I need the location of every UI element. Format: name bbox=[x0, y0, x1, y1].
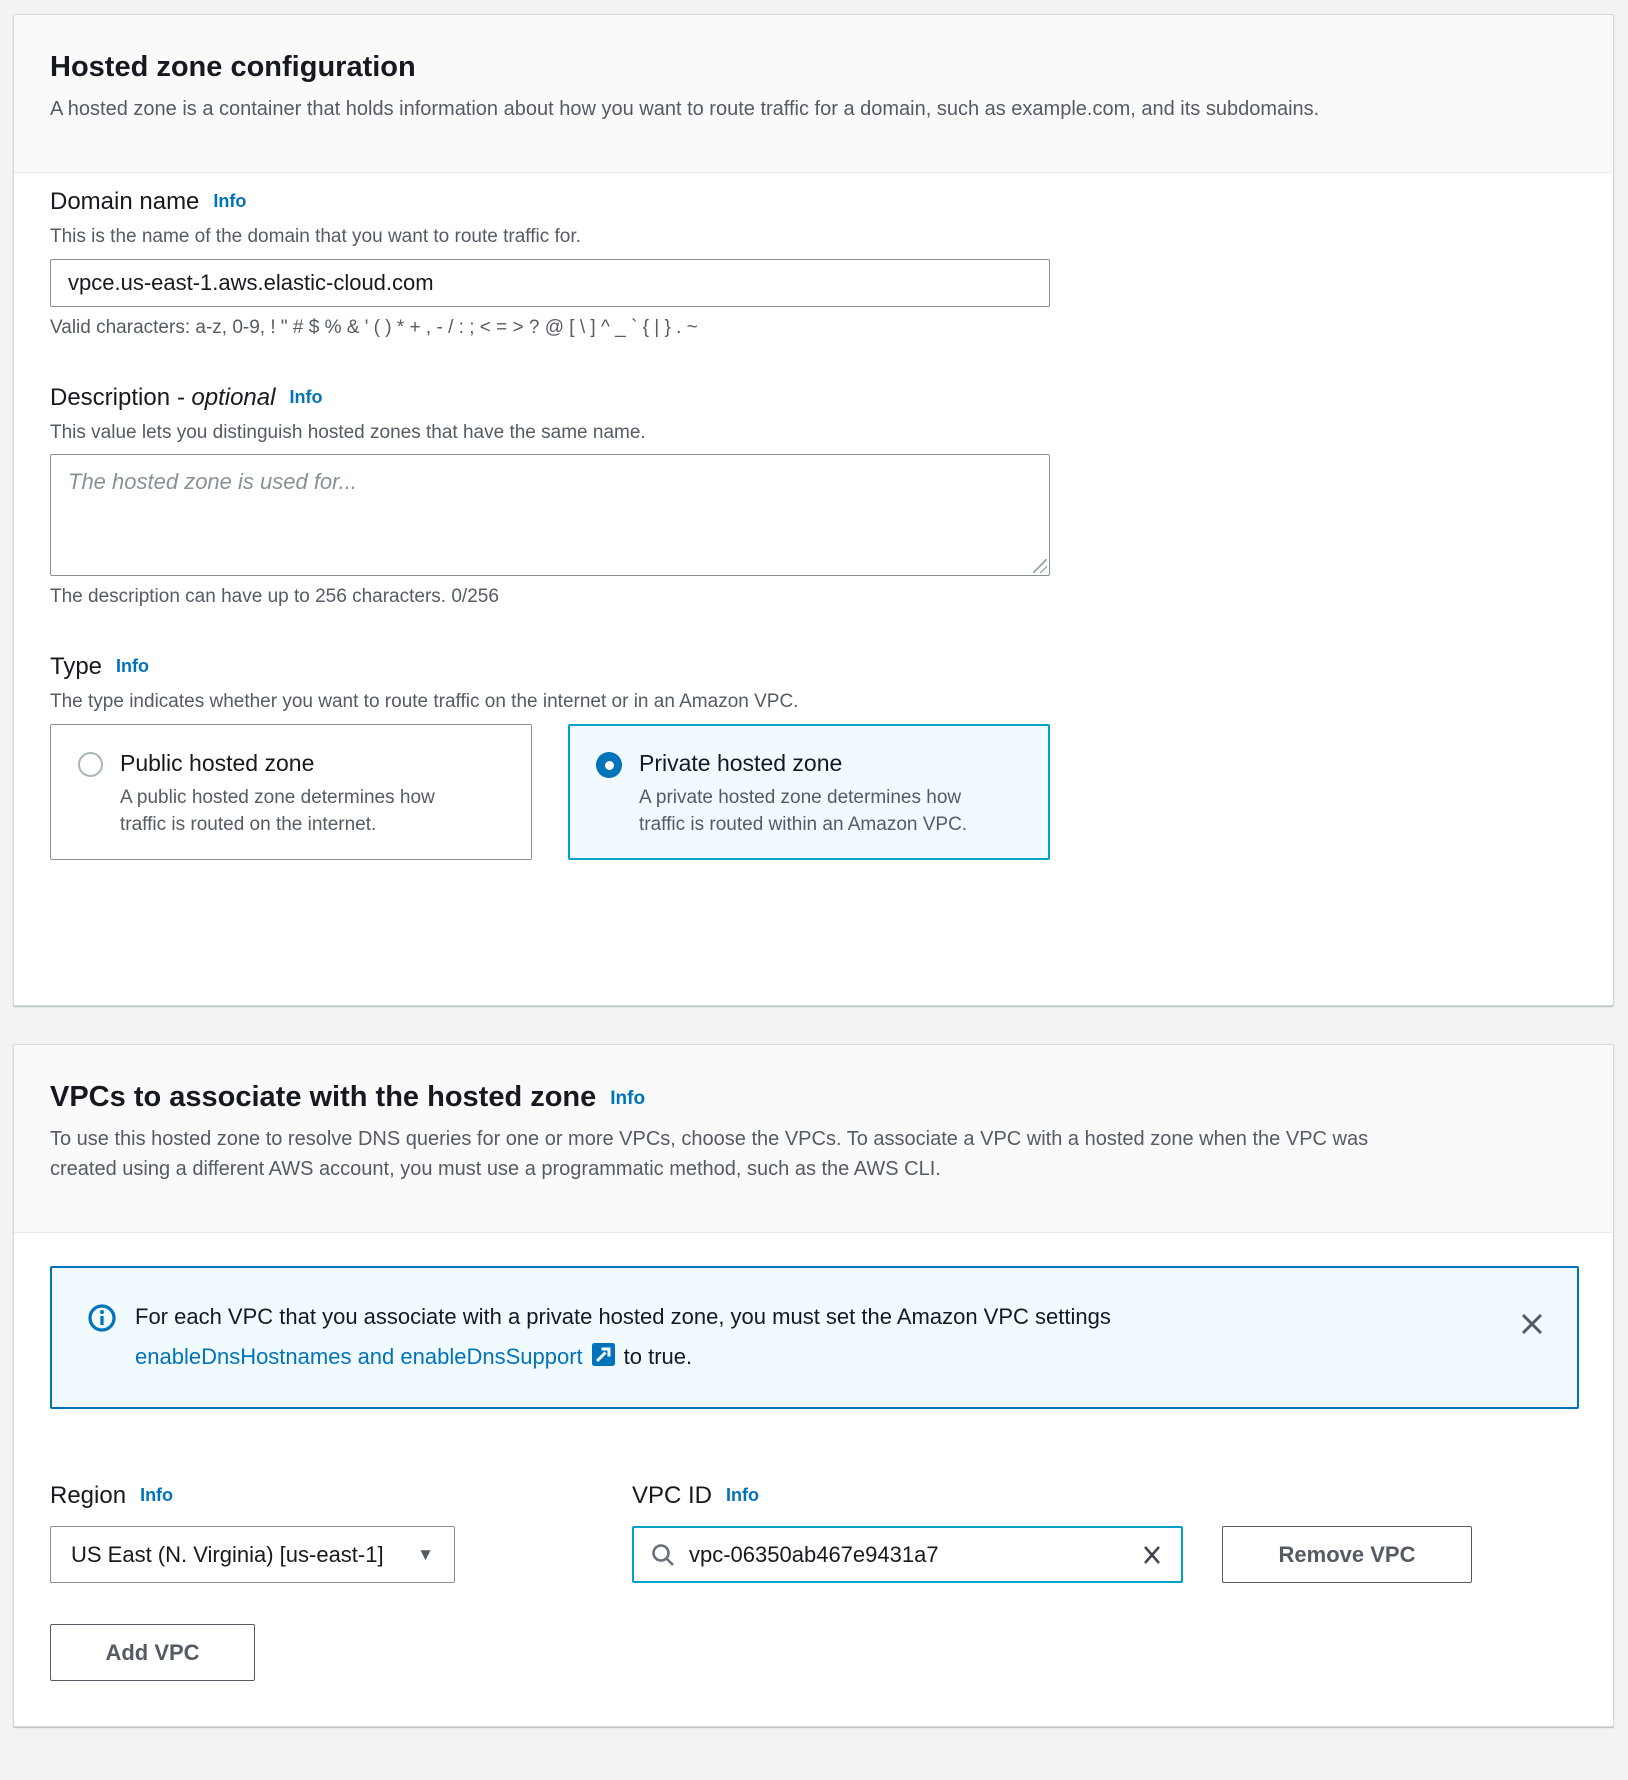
vpc-id-search-box bbox=[632, 1526, 1183, 1583]
type-label: Type bbox=[50, 653, 103, 680]
clear-x-icon bbox=[1139, 1542, 1165, 1568]
vpc-card-header bbox=[14, 1045, 1613, 1233]
private-hosted-zone-radio-icon[interactable] bbox=[596, 752, 622, 778]
type-info-link[interactable]: Info bbox=[116, 656, 150, 676]
clear-vpc-id-button[interactable] bbox=[1139, 1542, 1165, 1568]
type-field bbox=[50, 651, 1577, 860]
hosted-zone-card-title: Hosted zone configuration bbox=[50, 51, 416, 83]
info-circle-icon bbox=[88, 1304, 116, 1332]
vpc-id-field bbox=[632, 1481, 1183, 1583]
hosted-zone-card-body bbox=[14, 173, 1613, 1005]
enable-dns-link[interactable]: enableDnsHostnames and enableDnsSupport bbox=[135, 1344, 583, 1369]
vpc-id-info-link[interactable]: Info bbox=[726, 1485, 760, 1505]
description-label: Description - optional bbox=[50, 384, 276, 411]
remove-vpc-button[interactable]: Remove VPC bbox=[1222, 1526, 1472, 1583]
vpc-association-row bbox=[50, 1481, 1577, 1583]
region-info-link[interactable]: Info bbox=[140, 1485, 174, 1505]
region-select[interactable] bbox=[50, 1526, 455, 1583]
public-hosted-zone-option[interactable] bbox=[50, 724, 532, 860]
vpc-id-input[interactable] bbox=[689, 1542, 1139, 1568]
external-link-icon bbox=[591, 1342, 616, 1367]
description-info-link[interactable]: Info bbox=[289, 387, 323, 407]
private-hosted-zone-description: A private hosted zone determines how traffic is routed within an Amazon VPC. bbox=[639, 787, 968, 835]
domain-name-constraint: Valid characters: a-z, 0-9, ! " # $ % & ' ( ) * + , - / : ; < = > ? @ [ \ ] ^ _ ` { | } . ~ bbox=[50, 317, 698, 338]
search-icon bbox=[650, 1542, 676, 1568]
domain-name-help: This is the name of the domain that you want to route traffic for. bbox=[50, 226, 581, 247]
region-select-value: US East (N. Virginia) [us-east-1] bbox=[71, 1541, 384, 1567]
private-hosted-zone-label: Private hosted zone bbox=[639, 750, 843, 776]
domain-name-label: Domain name bbox=[50, 188, 200, 215]
public-hosted-zone-radio-icon[interactable] bbox=[78, 752, 103, 777]
vpc-card-info-link[interactable]: Info bbox=[610, 1088, 646, 1109]
description-help: This value lets you distinguish hosted zones that have the same name. bbox=[50, 422, 646, 443]
domain-name-info-link[interactable]: Info bbox=[213, 191, 247, 211]
description-optional-suffix: - optional bbox=[176, 384, 276, 411]
hosted-zone-configuration-card bbox=[13, 14, 1614, 1006]
alert-close-button[interactable] bbox=[1517, 1309, 1547, 1339]
vpc-card-body bbox=[14, 1233, 1613, 1726]
region-label: Region bbox=[50, 1482, 127, 1509]
type-radio-group bbox=[50, 724, 1577, 860]
region-field bbox=[50, 1481, 455, 1583]
alert-line1: For each VPC that you associate with a private hosted zone, you must set the Amazon VPC settings bbox=[135, 1304, 1111, 1329]
hosted-zone-card-header bbox=[14, 15, 1613, 173]
public-hosted-zone-label: Public hosted zone bbox=[120, 750, 315, 776]
vpcs-associate-card bbox=[13, 1044, 1614, 1727]
domain-name-input[interactable] bbox=[50, 259, 1050, 307]
alert-line2-suffix: to true. bbox=[623, 1344, 693, 1369]
vpc-id-label: VPC ID bbox=[632, 1482, 713, 1509]
vpc-card-title: VPCs to associate with the hosted zone bbox=[50, 1081, 597, 1113]
description-field bbox=[50, 382, 1577, 608]
alert-text bbox=[135, 1297, 1497, 1377]
vpc-settings-info-alert bbox=[50, 1266, 1579, 1409]
private-hosted-zone-option[interactable] bbox=[568, 724, 1050, 860]
vpc-card-description: To use this hosted zone to resolve DNS queries for one or more VPCs, choose the VPCs. To associate a VPC with a hosted zone when the VPC was created using a different AWS account, you must use a programmatic method, such as the AWS CLI. bbox=[50, 1128, 1369, 1180]
add-vpc-button[interactable]: Add VPC bbox=[50, 1624, 255, 1681]
description-textarea[interactable] bbox=[50, 454, 1050, 576]
public-hosted-zone-description: A public hosted zone determines how traffic is routed on the internet. bbox=[120, 787, 435, 835]
close-icon bbox=[1517, 1309, 1547, 1339]
type-help: The type indicates whether you want to route traffic on the internet or in an Amazon VPC. bbox=[50, 691, 799, 712]
description-counter: The description can have up to 256 characters. 0/256 bbox=[50, 586, 499, 607]
textarea-resize-handle[interactable] bbox=[1033, 559, 1047, 573]
caret-down-icon: ▼ bbox=[417, 1544, 434, 1564]
hosted-zone-card-description: A hosted zone is a container that holds information about how you want to route traffic for a domain, such as example.com, and its subdomains. bbox=[50, 98, 1320, 120]
domain-name-field bbox=[50, 186, 1577, 339]
